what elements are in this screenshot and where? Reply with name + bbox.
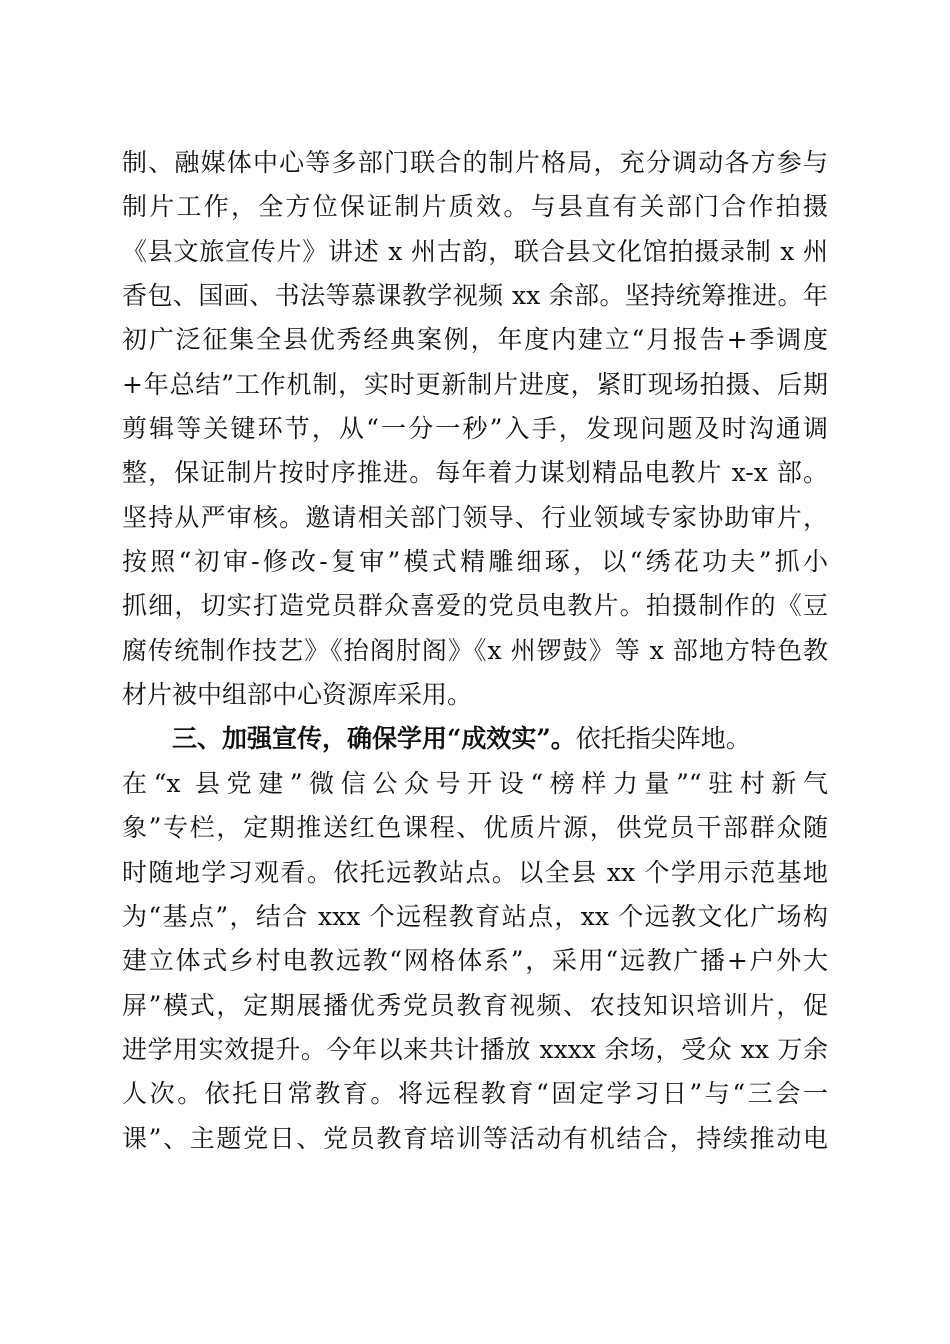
paragraph-line: 按照“初审-修改-复审”模式精雕细琢，以“绣花功夫”抓小 bbox=[122, 547, 828, 577]
paragraph-line: 腐传统制作技艺》《抬阁肘阁》《x 州锣鼓》等 x 部地方特色教 bbox=[122, 635, 828, 665]
paragraph-line: 时随地学习观看。依托远教站点。以全县 xx 个学用示范基地 bbox=[122, 857, 828, 887]
paragraph-line: 香包、国画、书法等慕课教学视频 xx 余部。坚持统筹推进。年 bbox=[122, 281, 828, 311]
paragraph-line: 人次。依托日常教育。将远程教育“固定学习日”与“三会一 bbox=[122, 1079, 828, 1109]
paragraph-line: 象”专栏，定期推送红色课程、优质片源，供党员干部群众随 bbox=[122, 813, 828, 843]
paragraph-line: 课”、主题党日、党员教育培训等活动有机结合，持续推动电 bbox=[122, 1123, 828, 1153]
paragraph-line: 在“x 县党建”微信公众号开设“榜样力量”“驻村新气 bbox=[122, 768, 828, 798]
paragraph-line: 抓细，切实打造党员群众喜爱的党员电教片。拍摄制作的《豆 bbox=[122, 591, 828, 621]
section-lead-text: 依托指尖阵地。 bbox=[575, 724, 751, 754]
paragraph-line: 进学用实效提升。今年以来共计播放 xxxx 余场，受众 xx 万余 bbox=[122, 1034, 828, 1064]
paragraph-line: 剪辑等关键环节，从“一分一秒”入手，发现问题及时沟通调 bbox=[122, 414, 828, 444]
section-heading: 三、加强宣传，确保学用“成效实”。 bbox=[172, 724, 576, 754]
paragraph-line: 材片被中组部中心资源库采用。 bbox=[122, 680, 473, 710]
paragraph-line: 初广泛征集全县优秀经典案例，年度内建立“月报告+季调度 bbox=[122, 325, 828, 355]
paragraph-line: 制、融媒体中心等多部门联合的制片格局，充分调动各方参与 bbox=[122, 148, 828, 177]
paragraph-line: 屏”模式，定期展播优秀党员教育视频、农技知识培训片，促 bbox=[122, 990, 828, 1020]
paragraph-line: 建立体式乡村电教远教“网格体系”，采用“远教广播+户外大 bbox=[122, 946, 828, 976]
section-heading-line bbox=[122, 717, 828, 761]
document-body bbox=[122, 141, 828, 1161]
paragraph-line: 为“基点”，结合 xxx 个远程教育站点，xx 个远教文化广场构 bbox=[122, 901, 828, 931]
paragraph-line: 制片工作，全方位保证制片质效。与县直有关部门合作拍摄 bbox=[122, 192, 828, 222]
paragraph-line: 整，保证制片按时序推进。每年着力谋划精品电教片 x-x 部。 bbox=[122, 458, 828, 488]
paragraph-line: 《县文旅宣传片》讲述 x 州古韵，联合县文化馆拍摄录制 x 州 bbox=[122, 236, 828, 266]
paragraph-line: 坚持从严审核。邀请相关部门领导、行业领域专家协助审片， bbox=[122, 502, 828, 532]
paragraph-line: +年总结”工作机制，实时更新制片进度，紧盯现场拍摄、后期 bbox=[122, 369, 828, 399]
